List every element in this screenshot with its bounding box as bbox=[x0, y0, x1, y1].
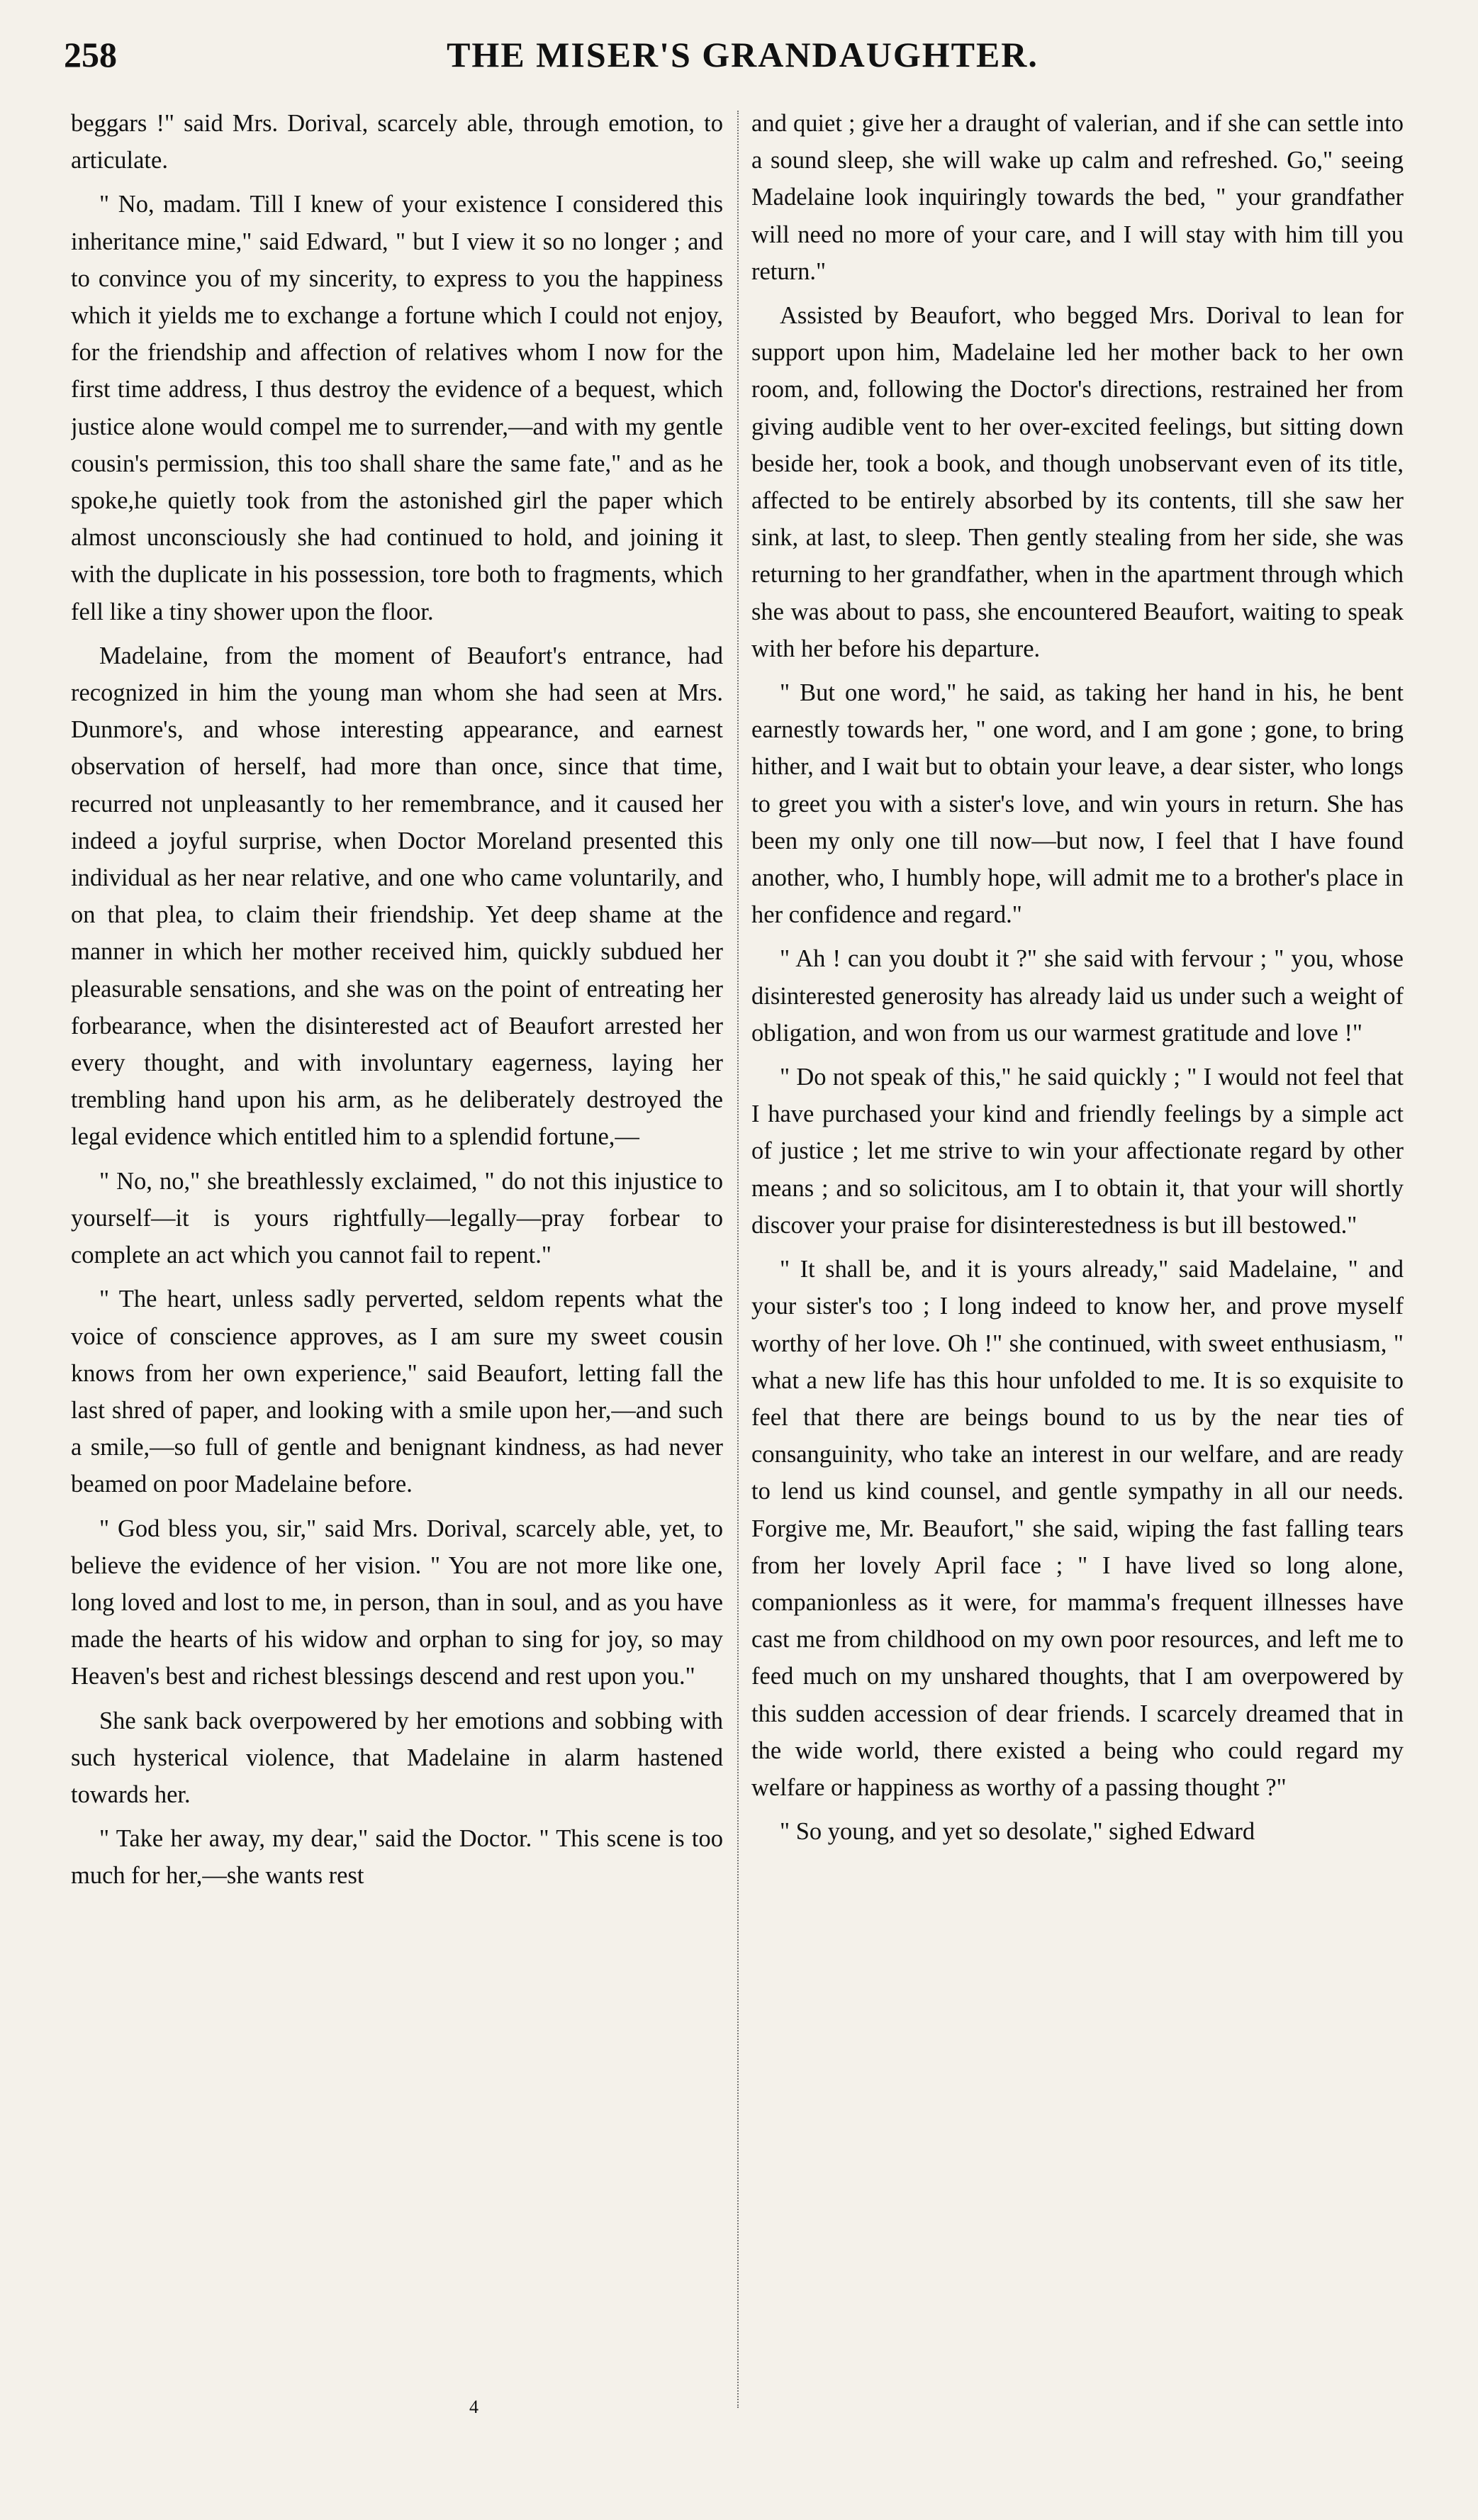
paragraph: She sank back overpowered by her emotions and sobbing with such hysterical violence, that Madelaine in alarm hastened towards her. bbox=[71, 1707, 723, 1808]
running-title: THE MISER'S GRANDAUGHTER. bbox=[447, 35, 1038, 74]
page-number: 258 bbox=[64, 35, 117, 74]
text-columns bbox=[71, 105, 1404, 2416]
paragraph: " But one word," he said, as taking her hand in his, he bent earnestly towards her, " one word, and I am gone ; gone, to bring hither, and I wait but to obtain your leave, a dear sister, who longs to greet you with a sister's love, and win yours in return. She has been my only one till now—but now, I feel that I have found another, who, I humbly hope, will admit me to a brother's place in her confidence and regard." bbox=[751, 679, 1404, 929]
paragraph: " God bless you, sir," said Mrs. Dorival, scarcely able, yet, to believe the evidence of her vision. " You are not more like one, long loved and lost to me, in person, than in soul, and as you have made the hearts of his widow and orphan to sing for joy, so may Heaven's best and richest blessings descend and rest upon you." bbox=[71, 1515, 723, 1690]
paragraph: " Ah ! can you doubt it ?" she said with fervour ; " you, whose disinterested generosity has already laid us under such a weight of obligation, and won from us our warmest gratitude and love !" bbox=[751, 945, 1404, 1047]
paragraph: " No, madam. Till I knew of your existence I considered this inheritance mine," said Edward, " but I view it so no longer ; and to convince you of my sincerity, to express to you the happiness which it yields me to exchange a fortune which I could not enjoy, for the friendship and affection of relatives whom I now for the first time address, I thus destroy the evidence of a bequest, which justice alone would compel me to surrender,—and with my gentle cousin's permission, this too shall share the same fate," and as he spoke,he quietly took from the astonished girl the paper which almost unconsciously she had continued to hold, and joining it with the duplicate in his possession, tore both to fragments, which fell like a tiny shower upon the floor. bbox=[71, 191, 723, 625]
paragraph: " Take her away, my dear," said the Doctor. " This scene is too much for her,—she wants rest bbox=[71, 1825, 723, 1890]
paragraph: " Do not speak of this," he said quickly ; " I would not feel that I have purchased your kind and friendly feelings by a simple act of justice ; let me strive to win your affectionate regard by other means ; and so solicitous, am I to obtain it, that your will shortly discover your praise for disinterestedness is but ill bestowed." bbox=[751, 1064, 1404, 1239]
paragraph: " So young, and yet so desolate," sighed Edward bbox=[780, 1818, 1255, 1846]
column-divider bbox=[737, 111, 739, 2408]
paragraph: " No, no," she breathlessly exclaimed, " do not this injustice to yourself—it is yours rightfully—legally—pray forbear to complete an act which you cannot fail to repent." bbox=[71, 1167, 723, 1269]
paragraph: and quiet ; give her a draught of valerian, and if she can settle into a sound sleep, she will wake up calm and refreshed. Go," seeing Madelaine look inquiringly towards the bed, " your grandfather will need no more of your care, and I will stay with him till you return." bbox=[751, 110, 1404, 285]
paragraph: Assisted by Beaufort, who begged Mrs. Dorival to lean for support upon him, Madelaine led her mother back to her own room, and, following the Doctor's directions, restrained her from giving audible vent to her over-excited feelings, but sitting down beside her, took a book, and though unobservant even of its title, affected to be entirely absorbed by its contents, till she saw her sink, at last, to sleep. Then gently stealing from her side, she was returning to her grandfather, when in the apartment through which she was about to pass, she encountered Beaufort, waiting to speak with her before his departure. bbox=[751, 302, 1404, 662]
paragraph: beggars !" said Mrs. Dorival, scarcely able, through emotion, to articulate. bbox=[71, 110, 723, 174]
left-column bbox=[71, 105, 723, 2416]
paragraph: " It shall be, and it is yours already," said Madelaine, " and your sister's too ; I long indeed to know her, and prove myself worthy of her love. Oh !" she continued, with sweet enthusiasm, " what a new life has this hour unfolded to me. It is so exquisite to feel that there are beings bound to us by the near ties of consanguinity, who take an interest in our welfare, and are ready to lend us kind counsel, and gentle sympathy in all our needs. Forgive me, Mr. Beaufort," she said, wiping the fast falling tears from her lovely April face ; " I have lived so long alone, companionless as it were, for mamma's frequent illnesses have cast me from childhood on my own poor resources, and left me to feed much on my unshared thoughts, that I am overpowered by this sudden accession of dear friends. I scarcely dreamed that in the wide world, there existed a being who could regard my welfare or happiness as worthy of a passing thought ?" bbox=[751, 1256, 1404, 1801]
page-header bbox=[64, 30, 1421, 87]
signature-mark: 4 bbox=[469, 2397, 478, 2417]
right-column bbox=[751, 105, 1404, 2416]
paragraph: Madelaine, from the moment of Beaufort's entrance, had recognized in him the young man whom she had seen at Mrs. Dunmore's, and whose interesting appearance, and earnest observation of herself, had more than once, since that time, recurred not unpleasantly to her remembrance, and it caused her indeed a joyful surprise, when Doctor Moreland presented this individual as her near relative, and one who came voluntarily, and on that plea, to claim their friendship. Yet deep shame at the manner in which her mother received him, quickly subdued her pleasurable sensations, and she was on the point of entreating her forbearance, when the disinterested act of Beaufort arrested her every thought, and with involuntary eagerness, laying her trembling hand upon his arm, as he deliberately destroyed the legal evidence which entitled him to a splendid fortune,— bbox=[71, 642, 723, 1151]
paragraph: " The heart, unless sadly perverted, seldom repents what the voice of conscience approves, as I am sure my sweet cousin knows from her own experience," said Beaufort, letting fall the last shred of paper, and looking with a smile upon her,—and such a smile,—so full of gentle and benignant kindness, as had never beamed on poor Madelaine before. bbox=[71, 1286, 723, 1498]
